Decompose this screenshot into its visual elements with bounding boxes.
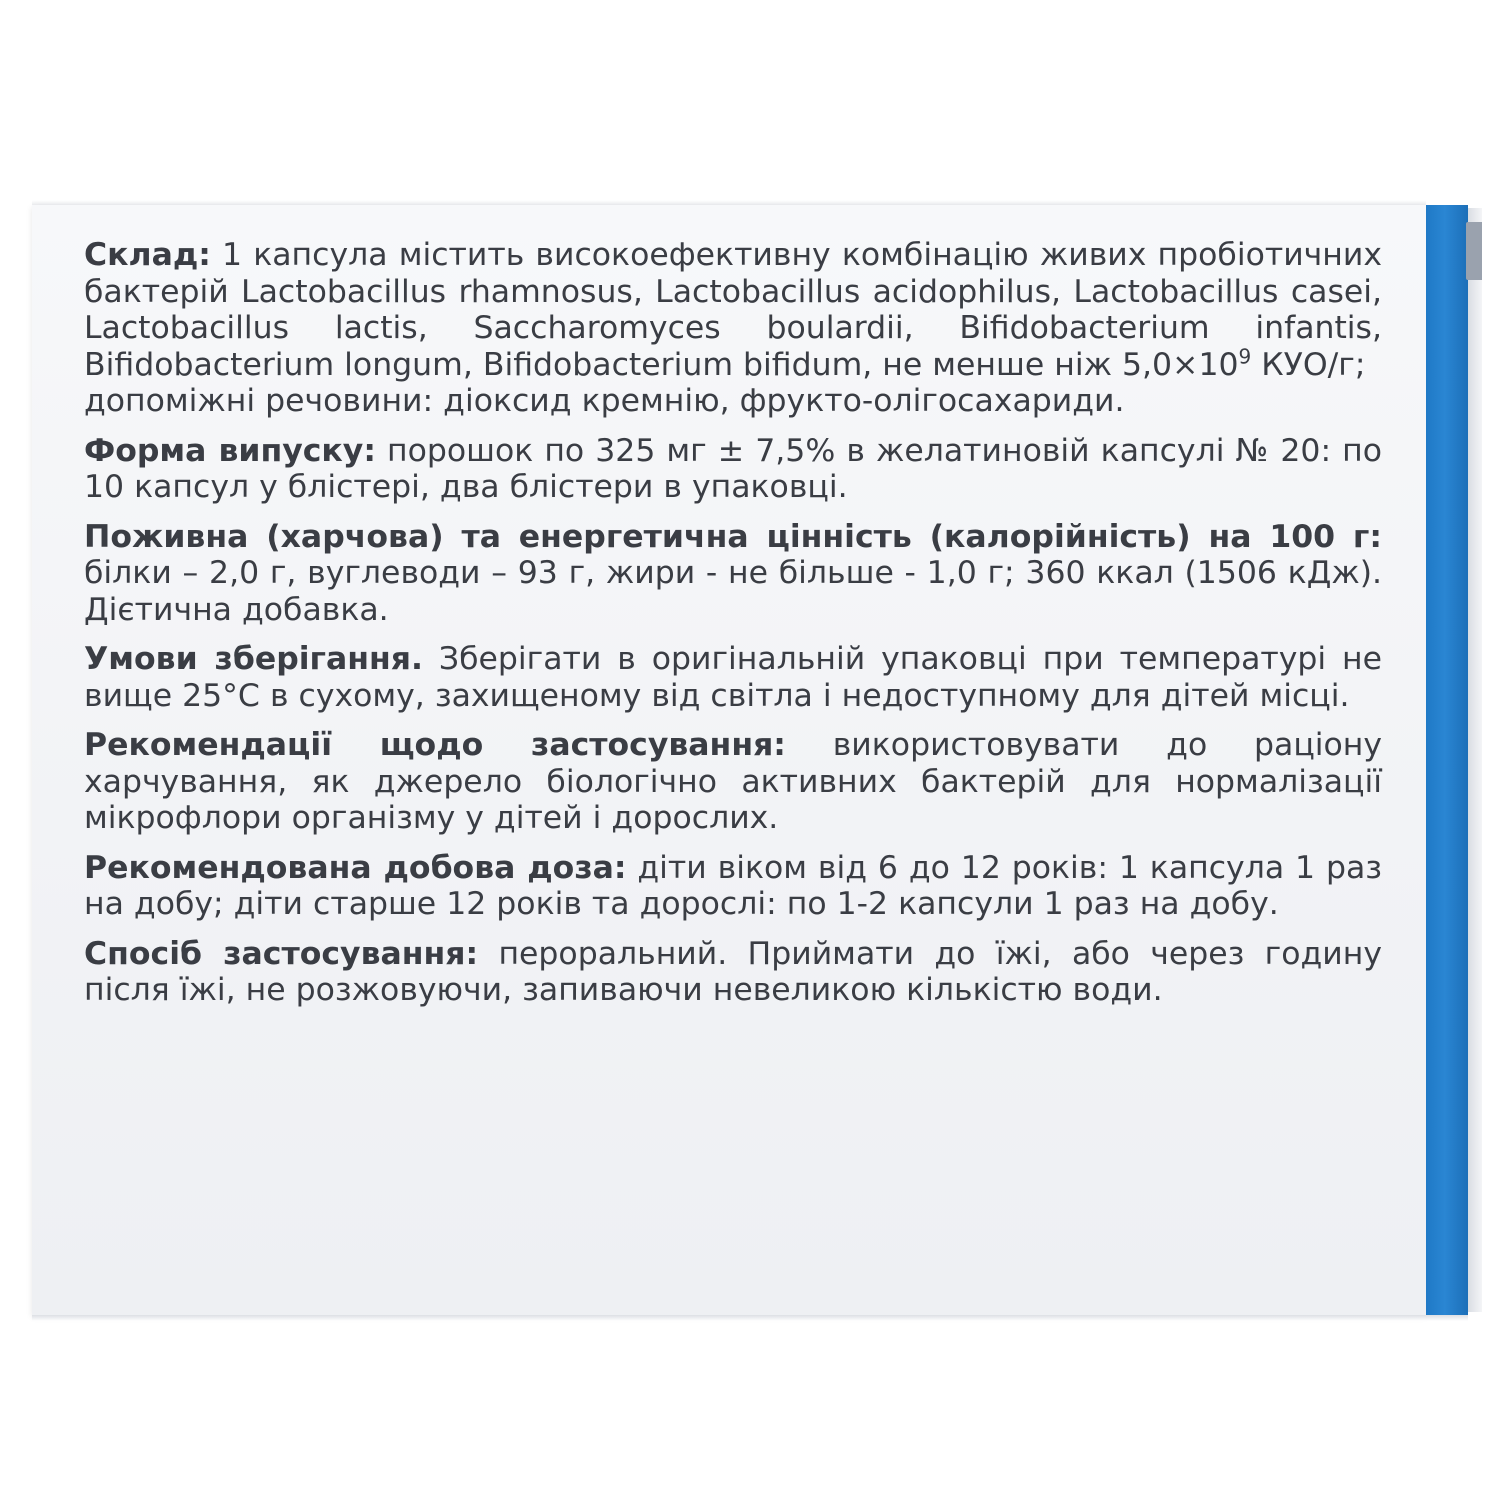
section-storage [84, 641, 1382, 714]
section-body: білки – 2,0 г, вуглеводи – 93 г, жири - не більше - 1,0 г; 360 ккал (1506 кДж). Дієтична добавка. [84, 555, 1382, 628]
section-composition [84, 237, 1382, 420]
section-heading: Спосіб застосування: [84, 935, 479, 972]
section-body: пероральний. Приймати до їжі, або через годину після їжі, не розжовуючи, запиваючи невеликою кількістю води. [84, 935, 1382, 1008]
composition-unit: КУО/г; [1261, 346, 1366, 383]
section-body: Зберігати в оригінальній упаковці при температурі не вище 25°С в сухому, захищеному від світла і недоступному для дітей місці. [84, 641, 1383, 714]
composition-excipients: допоміжні речовини: діоксид кремнію, фрукто-олігосахариди. [84, 383, 1125, 419]
section-daily-dose [84, 850, 1382, 923]
section-administration [84, 936, 1382, 1009]
section-nutrition [84, 519, 1382, 629]
package-text-block [84, 237, 1382, 1022]
section-body: порошок по 325 мг ± 7,5% в желатиновій капсулі № 20: по 10 капсул у блістері, два блістери в упаковці. [84, 432, 1383, 505]
box-bottom-edge [32, 1315, 1468, 1321]
section-heading: Рекомендована добова доза: [84, 849, 627, 886]
section-body: діти віком від 6 до 12 років: 1 капсула 1 раз на добу; діти старше 12 років та дорослі: по 1-2 капсули 1 раз на добу. [84, 849, 1383, 922]
blue-accent-strip [1426, 205, 1468, 1315]
section-heading: Поживна (харчова) та енергетична цінність (калорійність) на 100 г: [84, 518, 1382, 555]
composition-exponent: 9 [1238, 344, 1252, 368]
flap-tab [1466, 222, 1482, 280]
package-side-flap [1468, 208, 1482, 1312]
section-release-form [84, 433, 1382, 506]
section-body: використовувати до раціону харчування, як джерело біологічно активних бактерій для нормалізації мікрофлори організму у дітей і дорослих. [84, 727, 1383, 836]
section-heading: Склад: [84, 237, 211, 273]
composition-intro: 1 капсула містить високоефективну комбінацію живих пробіотичних бактерій Lactobacillus rhamnosus, Lactobacillus acidophilus, Lactobacillus casei, Lactobacillus lactis, Saccharomyces boulardii, Bifidobacterium infantis, Bifidobacterium longum, Bifidobacterium bifidum, не менше ніж 5,0×10 [84, 237, 1382, 383]
section-heading: Форма випуску: [84, 432, 376, 469]
section-heading: Рекомендації щодо застосування: [84, 727, 786, 763]
section-recommendations [84, 727, 1382, 837]
section-heading: Умови зберігання. [84, 641, 423, 677]
